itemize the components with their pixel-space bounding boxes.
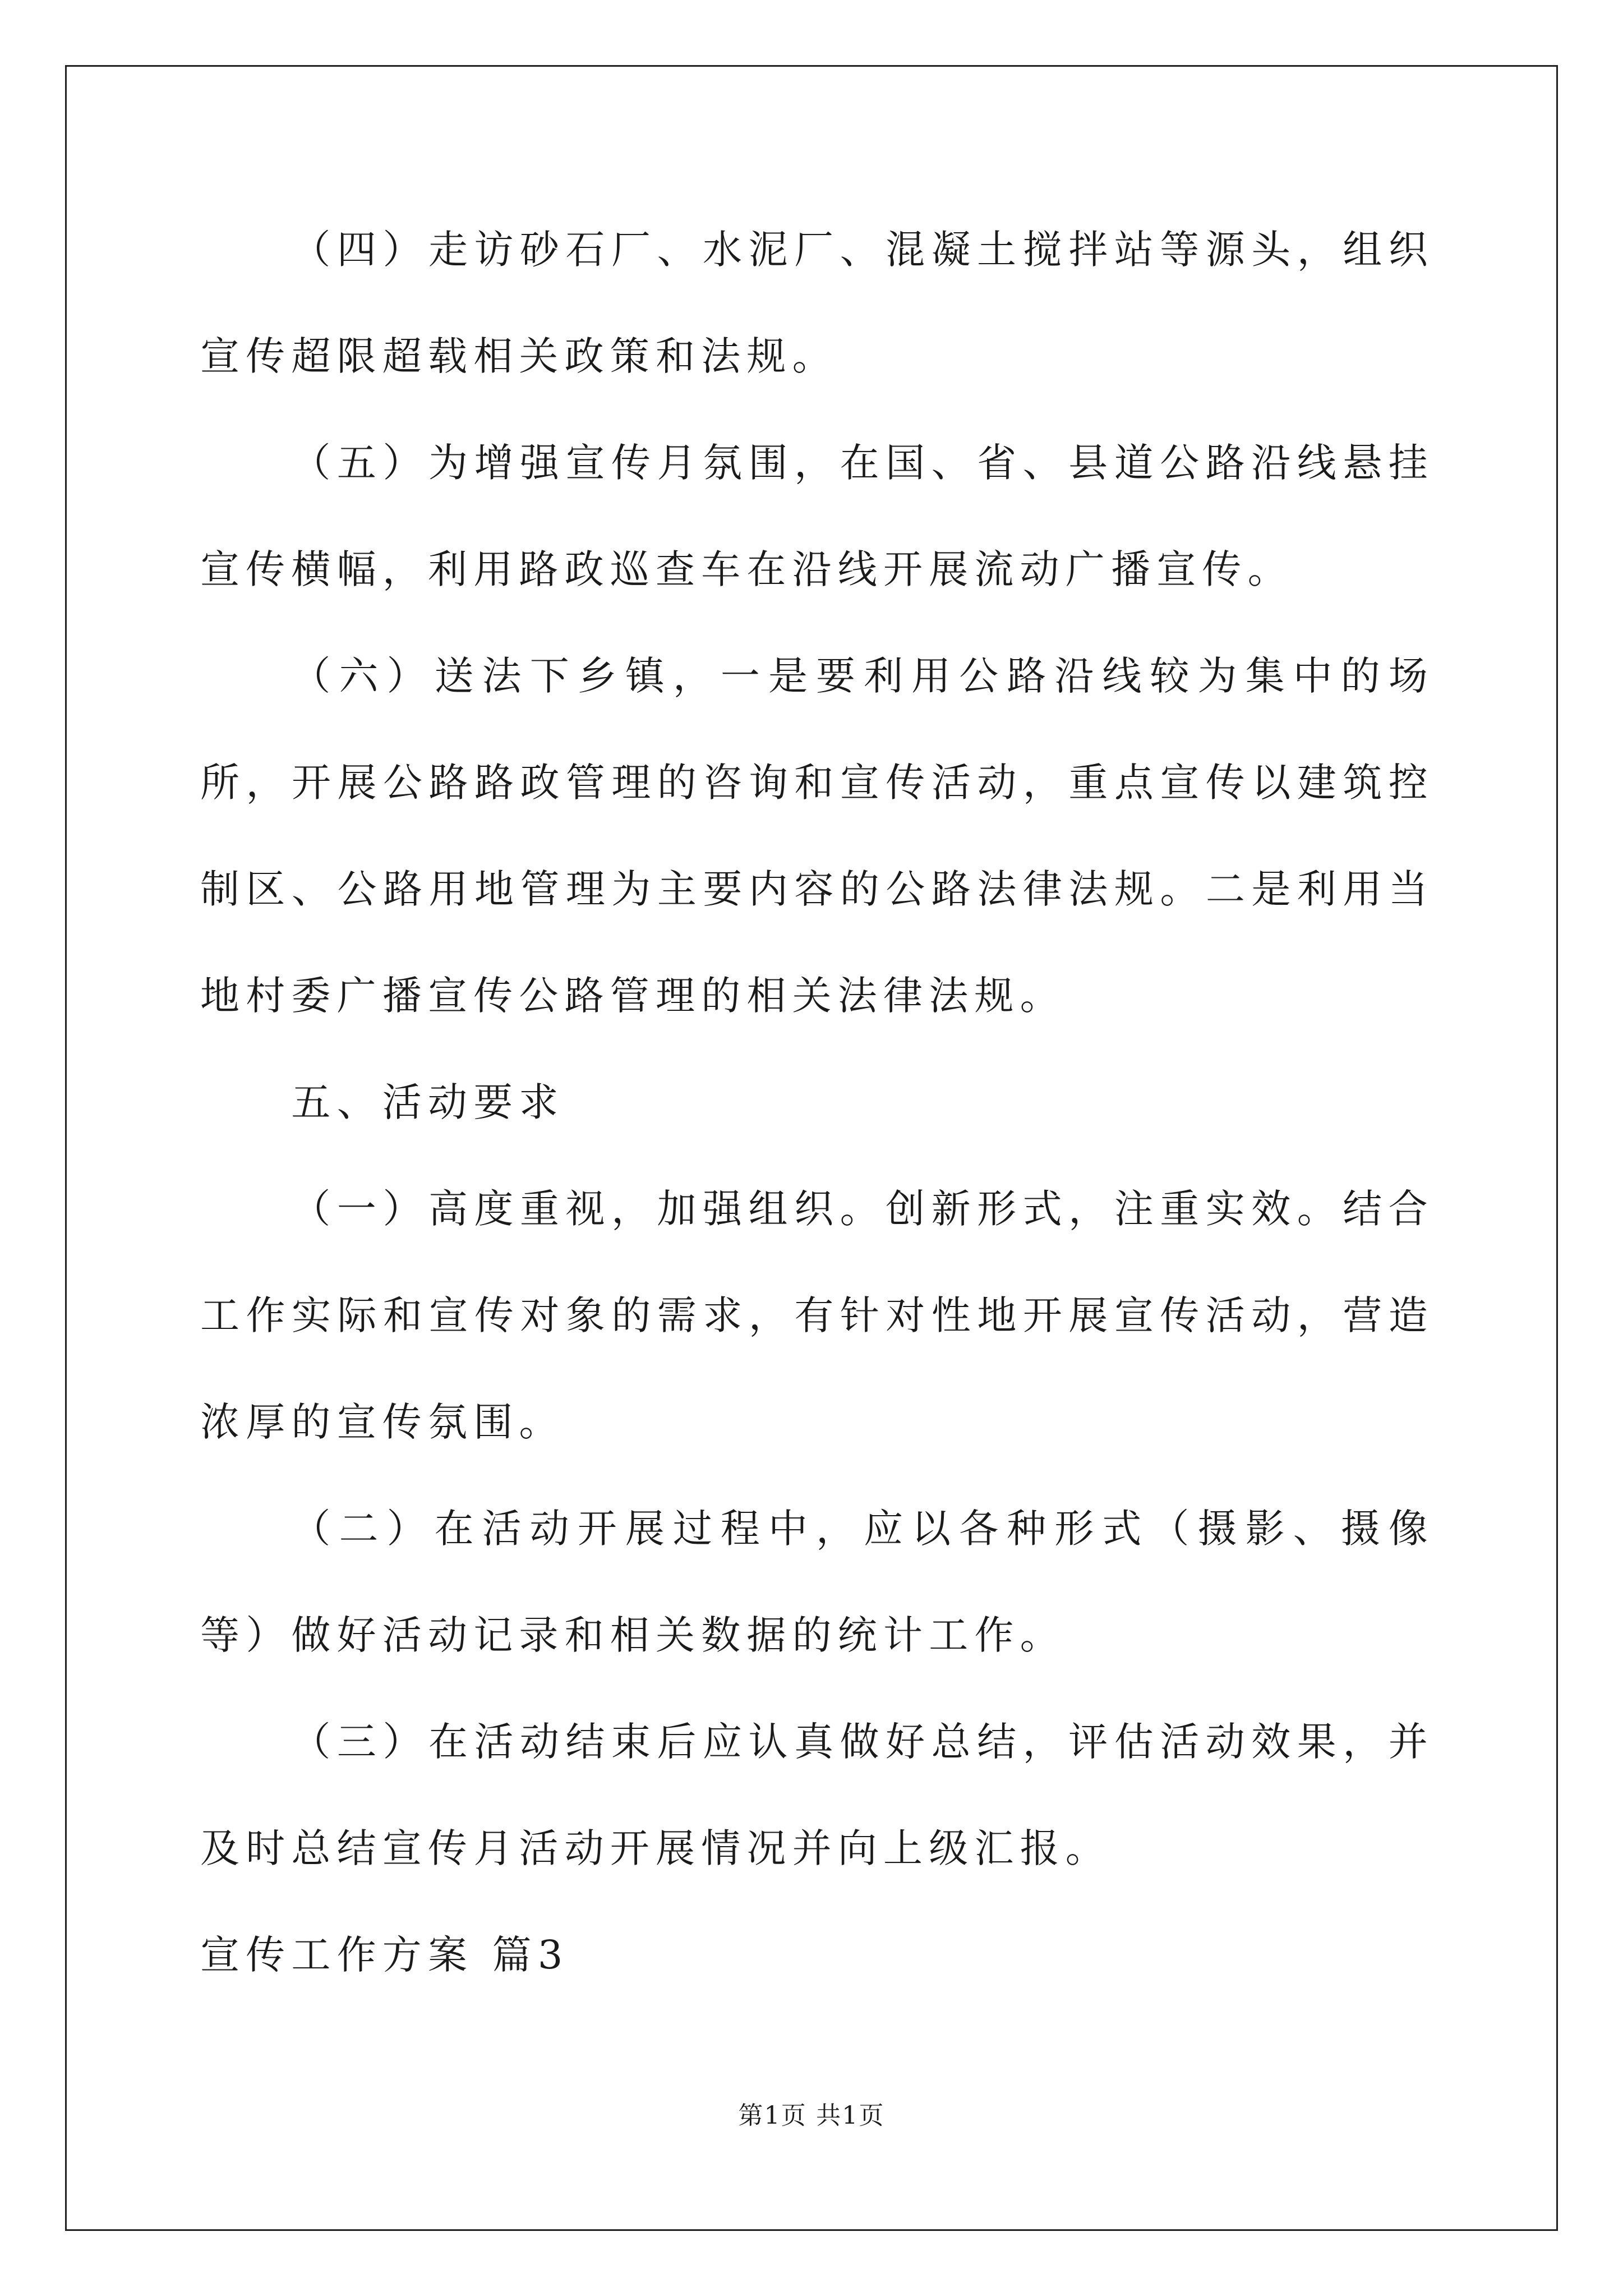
paragraph-req-1: （一）高度重视，加强组织。创新形式，注重实效。结合工作实际和宣传对象的需求，有针对性地开展宣传活动，营造浓厚的宣传氛围。 <box>200 1186 1434 1445</box>
paragraph-req-3: （三）在活动结束后应认真做好总结，评估活动效果，并及时总结宣传月活动开展情况并向上级汇报。 <box>200 1719 1434 1871</box>
paragraph-6-law-to-towns: （六）送法下乡镇，一是要利用公路沿线较为集中的场所，开展公路路政管理的咨询和宣传活动，重点宣传以建筑控制区、公路用地管理为主要内容的公路法律法规。二是利用当地村委广播宣传公路管理的相关法律法规。 <box>200 653 1434 1019</box>
paragraph-5-banners: （五）为增强宣传月氛围，在国、省、县道公路沿线悬挂宣传横幅，利用路政巡查车在沿线开展流动广播宣传。 <box>200 440 1434 592</box>
article-title-part-3: 宣传工作方案 篇3 <box>200 1932 569 1978</box>
page-number-footer: 第1页 共1页 <box>738 2101 885 2130</box>
paragraph-4-source-visit: （四）走访砂石厂、水泥厂、混凝土搅拌站等源头，组织宣传超限超载相关政策和法规。 <box>200 227 1434 379</box>
paragraph-req-2: （二）在活动开展过程中，应以各种形式（摄影、摄像等）做好活动记录和相关数据的统计工作。 <box>200 1506 1434 1658</box>
section-heading-requirements: 五、活动要求 <box>291 1079 565 1125</box>
